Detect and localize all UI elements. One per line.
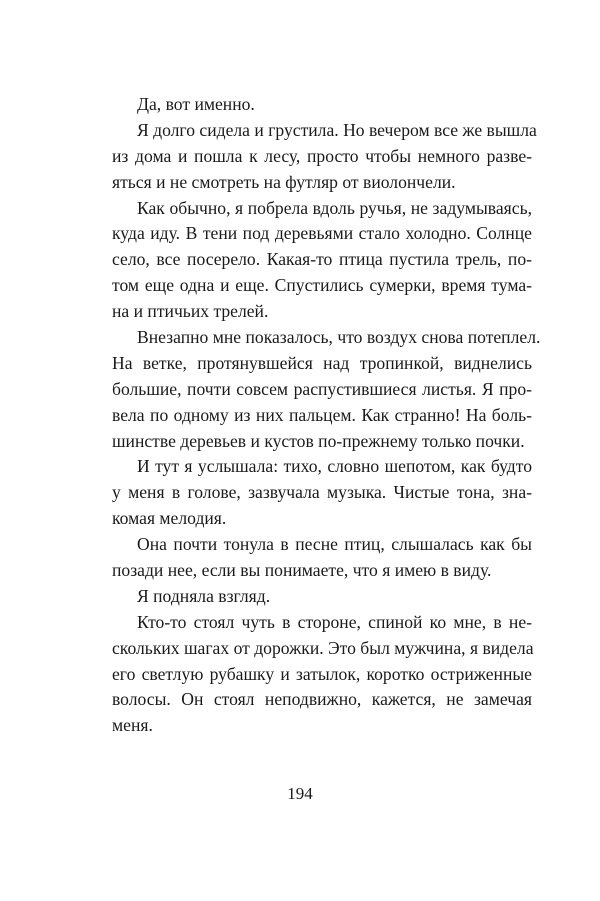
text-line: волосы. Он стоял неподвижно, кажется, не замечая [112, 689, 532, 710]
text-line: На ветке, протянувшейся над тропинкой, виднелись [112, 352, 532, 373]
text-line: Как обычно, я побрела вдоль ручья, не задумываясь, [137, 197, 532, 218]
text-line: том еще одна и еще. Спустились сумерки, время тума- [112, 275, 532, 296]
text-line: шинстве деревьев и кустов по-прежнему только почки. [112, 430, 525, 451]
text-line: на и птичьих трелей. [112, 301, 269, 322]
text-line: позади нее, если вы понимаете, что я имею в виду. [112, 560, 492, 581]
text-line: меня. [112, 715, 153, 736]
text-line: Я подняла взгляд. [137, 585, 271, 606]
text-line: Кто-то стоял чуть в стороне, спиной ко мне, в не- [137, 611, 532, 632]
text-line: из дома и пошла к лесу, просто чтобы немного разве- [112, 145, 532, 166]
text-line: Я долго сидела и грустила. Но вечером все же вышла [137, 119, 537, 140]
text-line: вела по одному из них пальцем. Как странно! На боль- [112, 404, 532, 425]
text-line: большие, почти совсем распустившиеся листья. Я про- [112, 378, 532, 399]
page-number: 194 [287, 784, 313, 803]
text-line: его светлую рубашку и затылок, коротко остриженные [112, 663, 532, 684]
text-line: куда иду. В тени под деревьями стало холодно. Солнце [112, 223, 532, 244]
text-line: село, все посерело. Какая-то птица пустила трель, по- [112, 249, 532, 270]
text-line: Она почти тонула в песне птиц, слышалась как бы [137, 534, 532, 555]
text-line: скольких шагах от дорожки. Это был мужчина, я видела [112, 637, 534, 658]
text-line: яться и не смотреть на футляр от виолончели. [112, 171, 456, 192]
text-line: Внезапно мне показалось, что воздух снова потеплел. [137, 327, 541, 348]
text-line: комая мелодия. [112, 508, 227, 529]
text-line: Да, вот именно. [137, 94, 255, 114]
body-text [112, 92, 541, 739]
text-line: И тут я услышала: тихо, словно шепотом, как будто [137, 456, 532, 477]
text-line: у меня в голове, зазвучала музыка. Чистые тона, зна- [112, 482, 532, 503]
